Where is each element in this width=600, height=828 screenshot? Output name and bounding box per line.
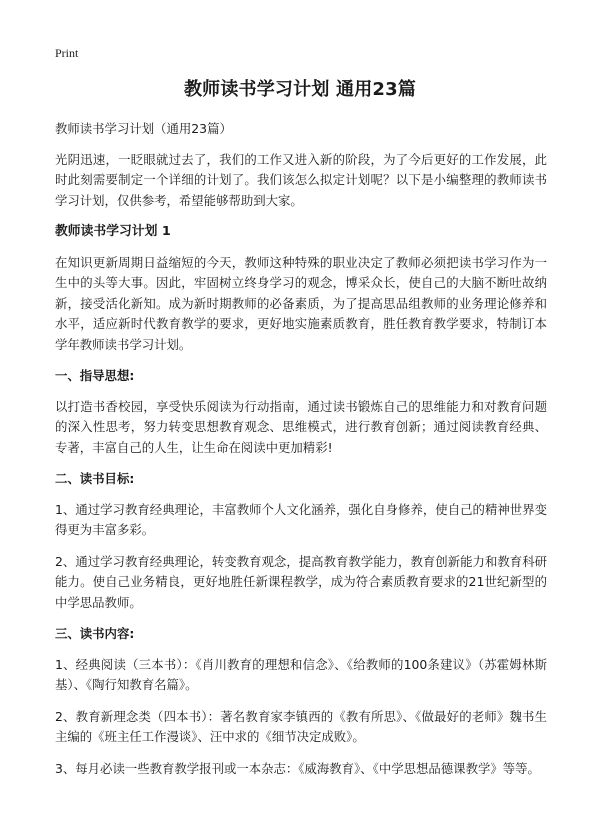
reading-content-item: 2、教育新理念类（四本书）：著名教育家李镇西的《教有所思》、《做最好的老师》魏书生主编的《班主任工作漫谈》、汪中求的《细节决定成败》。 [55, 708, 547, 744]
document-body [55, 119, 547, 790]
reading-goal-item: 2、通过学习教育经典理论，转变教育观念，提高教育教学能力，教育创新能力和教育科研能力。使自己业务精良，更好地胜任新课程教学，成为符合素质教育要求的21世纪新型的中学思品教师。 [55, 553, 547, 610]
guiding-ideology-paragraph: 以打造书香校园，享受快乐阅读为行动指南，通过读书锻炼自己的思维能力和对教育问题的深入性思考，努力转变思想教育观念、思维模式，进行教育创新；通过阅读教育经典、专著，丰富自己的人生，让生命在阅读中更加精彩! [55, 398, 547, 455]
print-link[interactable]: Print [55, 46, 79, 60]
reading-content-item: 3、每月必读一些教育教学报刊或一本杂志：《威海教育》、《中学思想品德课教学》等等。 [55, 760, 540, 776]
guiding-ideology-heading: 一、指导思想: [55, 368, 135, 383]
section-intro-paragraph: 在知识更新周期日益缩短的今天，教师这种特殊的职业决定了教师必须把读书学习作为一生中的头等大事。因此，牢固树立终身学习的观念，博采众长，使自己的大脑不断吐故纳新，接受活化新知。成为新时期教师的必备素质，为了提高思品组教师的业务理论修养和水平，适应新时代教育教学的要求，更好地实施素质教育，胜任教育教学要求，特制订本学年教师读书学习计划。 [55, 254, 547, 352]
section-heading: 教师读书学习计划 1 [55, 224, 171, 239]
reading-content-heading: 三、读书内容: [55, 626, 135, 641]
reading-goal-item: 1、通过学习教育经典理论，丰富教师个人文化涵养，强化自身修养，使自己的精神世界变得更为丰富多彩。 [55, 501, 547, 537]
reading-goals-heading: 二、读书目标: [55, 471, 135, 486]
reading-content-item: 1、经典阅读（三本书）：《肖川教育的理想和信念》、《给教师的100条建议》（苏霍姆林斯基）、《陶行知教育名篇》。 [55, 656, 547, 692]
page-title: 教师读书学习计划 通用23篇 [183, 79, 417, 100]
document-subtitle: 教师读书学习计划（通用23篇） [55, 121, 232, 136]
intro-paragraph: 光阴迅速，一眨眼就过去了，我们的工作又进入新的阶段，为了今后更好的工作发展，此时此刻需要制定一个详细的计划了。我们该怎么拟定计划呢？以下是小编整理的教师读书学习计划，仅供参考，希望能够帮助到大家。 [55, 151, 547, 208]
